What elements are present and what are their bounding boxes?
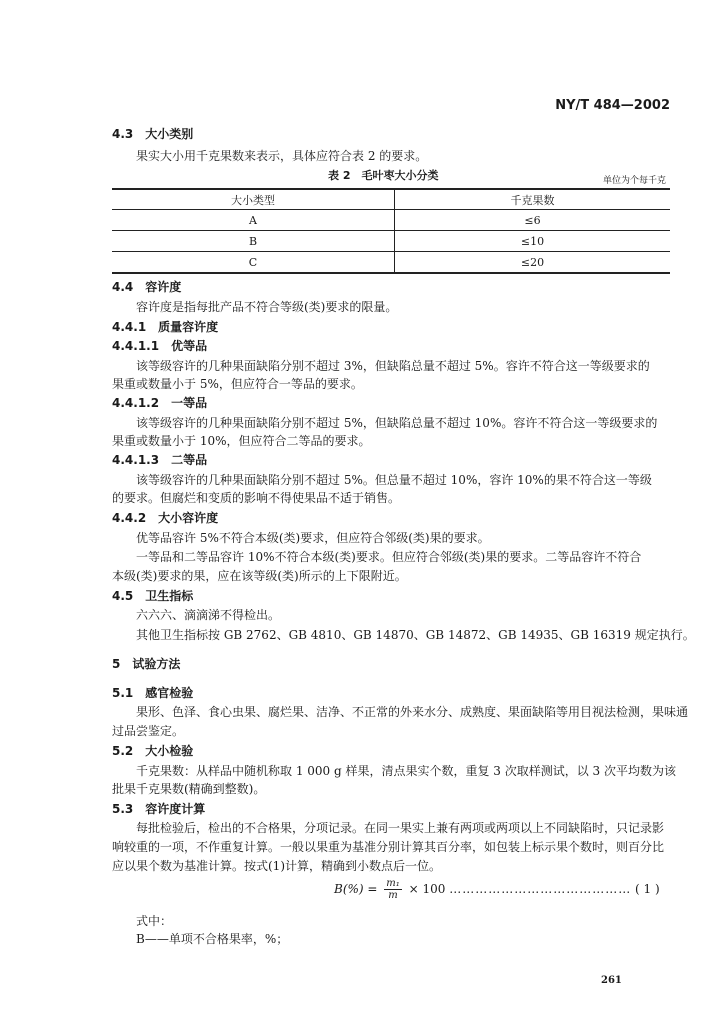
section-4-4-1-3-line1: 该等级容许的几种果面缺陷分别不超过 5%。但总量不超过 10%，容许 10%的果不符合这一等级 bbox=[136, 473, 652, 487]
formula-lhs: B(%) = bbox=[334, 882, 378, 896]
section-5-1-line1: 果形、色泽、食心虫果、腐烂果、洁净、不正常的外来水分、成熟度、果面缺陷等用目视法检测，果味通 bbox=[136, 705, 689, 719]
standard-code: NY/T 484—2002 bbox=[555, 98, 670, 113]
formula-fraction bbox=[384, 878, 402, 901]
section-4-4-1-2-line2: 果重或数量小于 10%，但应符合二等品的要求。 bbox=[112, 434, 371, 448]
size-class-table bbox=[112, 188, 670, 274]
section-4-4-1-3-title: 4.4.1.3 二等品 bbox=[112, 453, 208, 467]
section-4-4-1-2-line1: 该等级容许的几种果面缺陷分别不超过 5%，但缺陷总量不超过 10%。容许不符合这一等级要求的 bbox=[136, 416, 658, 430]
section-4-3-text: 果实大小用千克果数来表示，具体应符合表 2 的要求。 bbox=[136, 149, 428, 163]
table-cell-count: ≤20 bbox=[395, 252, 671, 274]
table-row bbox=[112, 252, 670, 274]
section-4-4-1-1-title: 4.4.1.1 优等品 bbox=[112, 339, 208, 353]
variable-b-definition: B——单项不合格果率，%； bbox=[136, 932, 289, 946]
table-header-count: 千克果数 bbox=[395, 189, 671, 210]
page-number: 261 bbox=[601, 975, 622, 986]
formula-rhs: × 100 bbox=[408, 882, 446, 896]
section-4-3-title: 4.3 大小类别 bbox=[112, 127, 194, 141]
table-cell-type: C bbox=[112, 252, 395, 274]
formula-denominator: m bbox=[388, 890, 398, 901]
section-4-5-title: 4.5 卫生指标 bbox=[112, 589, 194, 603]
section-4-4-text: 容许度是指每批产品不符合等级(类)要求的限量。 bbox=[136, 300, 398, 314]
where-label: 式中： bbox=[136, 914, 173, 928]
section-4-4-2-line1: 优等品容许 5%不符合本级(类)要求，但应符合邻级(类)果的要求。 bbox=[136, 531, 490, 545]
section-5-3-line2: 响较重的一项，不作重复计算。一般以果重为基准分别计算其百分率，如包装上标示果个数时，则百分比 bbox=[112, 840, 665, 854]
section-5-3-line1: 每批检验后，检出的不合格果，分项记录。在同一果实上兼有两项或两项以上不同缺陷时，只记录影 bbox=[136, 821, 665, 835]
section-5-3-line3: 应以果个数为基准计算。按式(1)计算，精确到小数点后一位。 bbox=[112, 859, 442, 873]
formula-numerator: m₁ bbox=[386, 878, 400, 889]
section-4-4-1-1-line1: 该等级容许的几种果面缺陷分别不超过 3%，但缺陷总量不超过 5%。容许不符合这一等级要求的 bbox=[136, 359, 650, 373]
table-cell-type: B bbox=[112, 231, 395, 252]
table-unit: 单位为个每千克 bbox=[602, 176, 666, 186]
table-caption: 表 2 毛叶枣大小分类 bbox=[328, 169, 439, 182]
section-4-4-title: 4.4 容许度 bbox=[112, 280, 182, 294]
section-4-4-1-title: 4.4.1 质量容许度 bbox=[112, 320, 219, 334]
table-header-type: 大小类型 bbox=[112, 189, 395, 210]
section-5-3-title: 5.3 容许度计算 bbox=[112, 802, 206, 816]
table-cell-count: ≤6 bbox=[395, 210, 671, 231]
section-4-4-1-1-line2: 果重或数量小于 5%，但应符合一等品的要求。 bbox=[112, 377, 363, 391]
section-5-1-line2: 过品尝鉴定。 bbox=[112, 724, 185, 738]
section-5-2-title: 5.2 大小检验 bbox=[112, 744, 194, 758]
table-header-row bbox=[112, 189, 670, 210]
formula-1 bbox=[334, 878, 660, 901]
table-row bbox=[112, 231, 670, 252]
section-4-4-2-line3: 本级(类)要求的果，应在该等级(类)所示的上下限附近。 bbox=[112, 569, 407, 583]
section-5-2-line2: 批果千克果数(精确到整数)。 bbox=[112, 782, 266, 796]
table-cell-count: ≤10 bbox=[395, 231, 671, 252]
formula-number: ( 1 ) bbox=[635, 882, 660, 896]
section-5-title: 5 试验方法 bbox=[112, 657, 181, 671]
formula-leader: …………………………………… bbox=[449, 882, 632, 896]
section-4-5-line1: 六六六、滴滴涕不得检出。 bbox=[136, 608, 281, 622]
section-4-5-line2: 其他卫生指标按 GB 2762、GB 4810、GB 14870、GB 14872、GB 14935、GB 16319 规定执行。 bbox=[136, 628, 695, 642]
table-cell-type: A bbox=[112, 210, 395, 231]
section-4-4-2-line2: 一等品和二等品容许 10%不符合本级(类)要求。但应符合邻级(类)果的要求。二等品容许不符合 bbox=[136, 550, 642, 564]
section-4-4-1-3-line2: 的要求。但腐烂和变质的影响不得使果品不适于销售。 bbox=[112, 491, 401, 505]
section-5-1-title: 5.1 感官检验 bbox=[112, 686, 194, 700]
section-4-4-2-title: 4.4.2 大小容许度 bbox=[112, 511, 219, 525]
section-5-2-line1: 千克果数：从样品中随机称取 1 000 g 样果，清点果实个数，重复 3 次取样测试，以 3 次平均数为该 bbox=[136, 764, 677, 778]
table-row bbox=[112, 210, 670, 231]
section-4-4-1-2-title: 4.4.1.2 一等品 bbox=[112, 396, 208, 410]
